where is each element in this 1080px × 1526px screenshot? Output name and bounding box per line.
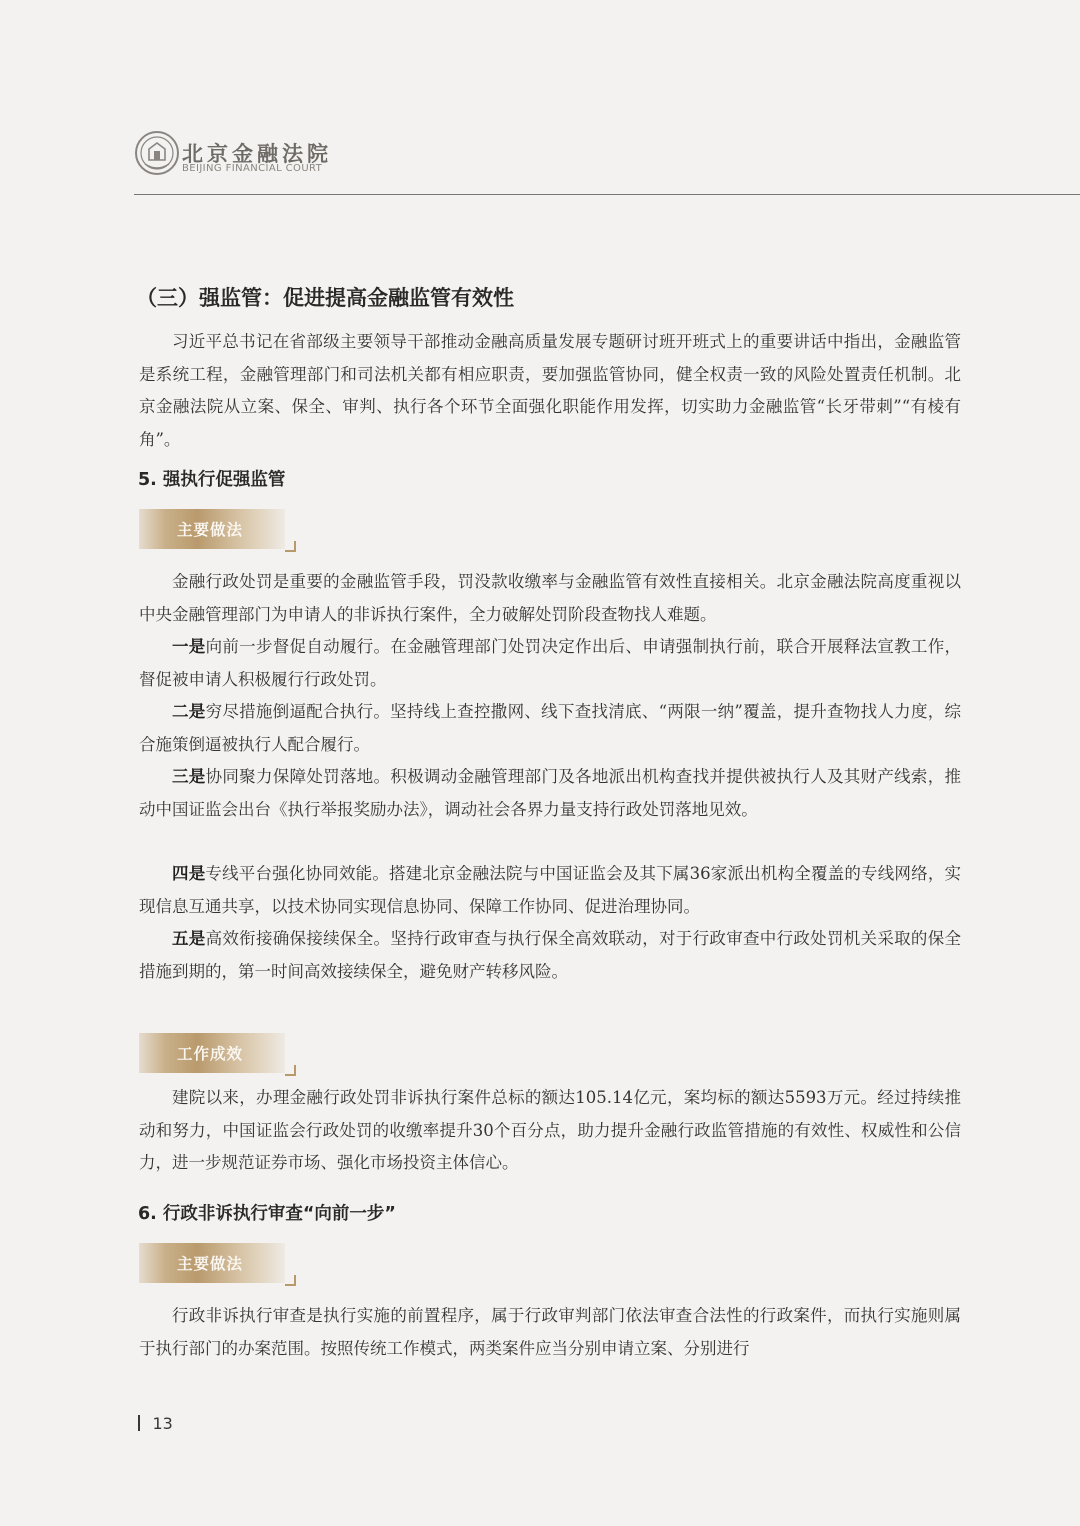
page-number-text: 13 xyxy=(152,1414,173,1433)
point-lead: 三是 xyxy=(172,767,206,786)
point-text: 协同聚力保障处罚落地。积极调动金融管理部门及各地派出机构查找并提供被执行人及其财产线索，推动中国证监会出台《执行举报奖励办法》，调动社会各界力量支持行政处罚落地见效。 xyxy=(139,767,962,819)
point-lead: 四是 xyxy=(172,864,206,883)
item5-point-1 xyxy=(139,631,961,696)
section-title: （三）强监管：促进提高金融监管有效性 xyxy=(136,286,514,310)
tag-corner-icon xyxy=(285,1065,296,1076)
tag-label: 主要做法 xyxy=(177,1255,244,1273)
tag-label: 主要做法 xyxy=(177,521,244,539)
tag-work-result xyxy=(139,1033,299,1077)
item6-title: 6. 行政非诉执行审查“向前一步” xyxy=(138,1204,396,1224)
item5-intro: 金融行政处罚是重要的金融监管手段，罚没款收缴率与金融监管有效性直接相关。北京金融法院高度重视以中央金融管理部门为申请人的非诉执行案件，全力破解处罚阶段查物找人难题。 xyxy=(139,572,961,624)
item5-result: 建院以来，办理金融行政处罚非诉执行案件总标的额达105.14亿元，案均标的额达5593万元。经过持续推动和努力，中国证监会行政处罚的收缴率提升30个百分点，助力提升金融行政监管措施的有效性、权威性和公信力，进一步规范证券市场、强化市场投资主体信心。 xyxy=(139,1088,961,1172)
point-text: 穷尽措施倒逼配合执行。坚持线上查控撒网、线下查找清底、“两限一纳”覆盖，提升查物找人力度，综合施策倒逼被执行人配合履行。 xyxy=(139,702,961,754)
page-number xyxy=(138,1414,173,1433)
section-intro: 习近平总书记在省部级主要领导干部推动金融高质量发展专题研讨班开班式上的重要讲话中指出，金融监管是系统工程，金融管理部门和司法机关都有相应职责，要加强监管协同，健全权责一致的风险处置责任机制。北京金融法院从立案、保全、审判、执行各个环节全面强化职能作用发挥，切实助力金融监管“长牙带刺”“有棱有角”。 xyxy=(139,332,961,449)
item5-point-2 xyxy=(139,696,961,761)
point-lead: 五是 xyxy=(172,929,206,948)
item5-title: 5. 强执行促强监管 xyxy=(138,470,286,490)
court-name: 北京金融法院 xyxy=(182,142,332,166)
tag-main-practice-2 xyxy=(139,1243,299,1287)
point-text: 高效衔接确保接续保全。坚持行政审查与执行保全高效联动，对于行政审查中行政处罚机关采取的保全措施到期的，第一时间高效接续保全，避免财产转移风险。 xyxy=(139,929,962,981)
tag-main-practice xyxy=(139,509,299,553)
item5-point-4 xyxy=(139,858,961,923)
point-lead: 二是 xyxy=(172,702,206,721)
point-text: 向前一步督促自动履行。在金融管理部门处罚决定作出后、申请强制执行前，联合开展释法宣教工作，督促被申请人积极履行行政处罚。 xyxy=(139,637,962,689)
item5-point-5 xyxy=(139,923,961,988)
page-number-bar xyxy=(138,1415,140,1431)
header-divider xyxy=(134,194,1080,195)
tag-corner-icon xyxy=(285,1275,296,1286)
court-name-en: BEIJING FINANCIAL COURT xyxy=(182,163,323,174)
tag-corner-icon xyxy=(285,541,296,552)
item6-intro: 行政非诉执行审查是执行实施的前置程序，属于行政审判部门依法审查合法性的行政案件，而执行实施则属于执行部门的办案范围。按照传统工作模式，两类案件应当分别申请立案、分别进行 xyxy=(139,1306,961,1358)
point-text: 专线平台强化协同效能。搭建北京金融法院与中国证监会及其下属36家派出机构全覆盖的专线网络，实现信息互通共享，以技术协同实现信息协同、保障工作协同、促进治理协同。 xyxy=(139,864,962,916)
point-lead: 一是 xyxy=(172,637,206,656)
item5-point-3 xyxy=(139,761,961,826)
court-emblem-icon xyxy=(134,130,180,176)
tag-label: 工作成效 xyxy=(177,1045,244,1063)
